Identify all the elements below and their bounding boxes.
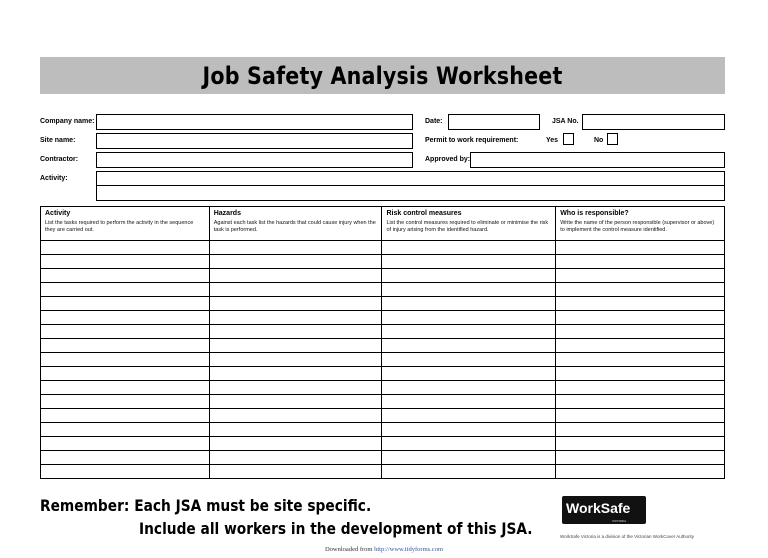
table-cell[interactable] [209,353,382,367]
table-cell[interactable] [209,381,382,395]
table-cell[interactable] [382,339,556,353]
contractor-field[interactable] [96,152,413,168]
table-cell[interactable] [209,325,382,339]
column-description: Write the name of the person responsible (supervisor or above) to implement the control measure identified. [560,220,715,233]
table-cell[interactable] [382,283,556,297]
activity-column-header [41,207,210,241]
table-cell[interactable] [382,241,556,255]
column-title: Hazards [213,210,241,217]
activity-field[interactable] [96,171,725,201]
table-cell[interactable] [41,255,210,269]
table-row [41,255,725,269]
hazards-column-header [209,207,382,241]
responsible-column-header [556,207,725,241]
remember-note: Remember: Each JSA must be site specific. [40,496,372,515]
contractor-label: Contractor: [40,156,79,163]
table-row [41,423,725,437]
table-cell[interactable] [556,451,725,465]
approved-by-field[interactable] [470,152,725,168]
table-row [41,451,725,465]
table-header-row [41,207,725,241]
table-cell[interactable] [41,465,210,479]
table-row [41,283,725,297]
site-name-field[interactable] [96,133,413,149]
table-row [41,241,725,255]
worksafe-logo-text: WorkSafe [566,500,631,516]
approved-by-label: Approved by: [425,156,471,163]
table-cell[interactable] [41,381,210,395]
table-cell[interactable] [556,395,725,409]
table-cell[interactable] [209,269,382,283]
table-cell[interactable] [382,325,556,339]
table-cell[interactable] [556,381,725,395]
table-row [41,395,725,409]
table-row [41,325,725,339]
table-cell[interactable] [41,451,210,465]
table-cell[interactable] [209,297,382,311]
table-row [41,311,725,325]
permit-label: Permit to work requirement: [425,137,519,144]
table-row [41,297,725,311]
table-cell[interactable] [556,297,725,311]
table-cell[interactable] [41,283,210,297]
table-cell[interactable] [41,241,210,255]
table-cell[interactable] [382,269,556,283]
table-cell[interactable] [209,409,382,423]
table-cell[interactable] [382,297,556,311]
table-row [41,353,725,367]
table-cell[interactable] [209,437,382,451]
table-cell[interactable] [41,311,210,325]
table-cell[interactable] [209,395,382,409]
table-row [41,269,725,283]
download-note [0,546,768,553]
company-name-field[interactable] [96,114,413,130]
table-cell[interactable] [556,465,725,479]
table-cell[interactable] [556,311,725,325]
download-link[interactable]: http://www.tidyforms.com [374,546,444,553]
download-prefix: Downloaded from [324,546,373,553]
permit-yes-label: Yes [546,137,559,144]
table-cell[interactable] [382,381,556,395]
table-cell[interactable] [382,465,556,479]
activity-field-divider [96,185,725,186]
company-name-label: Company name: [40,118,95,125]
table-row [41,367,725,381]
table-cell[interactable] [556,423,725,437]
column-title: Activity [45,210,71,217]
table-cell[interactable] [41,409,210,423]
table-cell[interactable] [382,311,556,325]
permit-no-checkbox[interactable] [607,133,618,145]
table-row [41,409,725,423]
table-cell[interactable] [382,367,556,381]
table-cell[interactable] [556,367,725,381]
column-title: Risk control measures [386,210,462,217]
table-row [41,339,725,353]
table-cell[interactable] [556,353,725,367]
table-cell[interactable] [382,255,556,269]
table-cell[interactable] [209,311,382,325]
activity-label: Activity: [40,175,68,182]
table-cell[interactable] [209,465,382,479]
table-cell[interactable] [382,451,556,465]
table-cell[interactable] [41,395,210,409]
table-row [41,437,725,451]
table-cell[interactable] [556,325,725,339]
table-cell[interactable] [41,367,210,381]
table-cell[interactable] [209,423,382,437]
jsa-no-label: JSA No. [552,118,579,125]
column-title: Who is responsible? [560,210,629,217]
include-note: Include all workers in the development of this JSA. [139,519,533,538]
permit-yes-checkbox[interactable] [563,133,574,145]
worksafe-logo-sub: VICTORIA [612,519,627,523]
table-cell[interactable] [382,423,556,437]
table-row [41,381,725,395]
permit-no-label: No [594,137,604,144]
jsa-table [40,206,725,479]
column-description: List the control measures required to eliminate or minimise the risk of injury arising from the identified hazard. [386,220,549,233]
date-label: Date: [425,118,443,125]
table-cell[interactable] [556,409,725,423]
table-cell[interactable] [41,353,210,367]
table-cell[interactable] [209,339,382,353]
table-cell[interactable] [209,451,382,465]
table-cell[interactable] [382,409,556,423]
table-cell[interactable] [41,437,210,451]
table-cell[interactable] [556,339,725,353]
table-cell[interactable] [209,367,382,381]
worksafe-note: WorkSafe Victoria is a division of the Victorian WorkCover Authority [560,534,694,539]
site-name-label: Site name: [40,137,76,144]
column-description: List the tasks required to perform the activity in the sequence they are carried out. [45,220,194,233]
table-cell[interactable] [209,241,382,255]
column-description: Against each task list the hazards that could cause injury when the task is performed. [213,220,376,233]
table-cell[interactable] [41,423,210,437]
table-cell[interactable] [556,269,725,283]
risk-control-column-header [382,207,556,241]
table-cell[interactable] [556,255,725,269]
table-cell[interactable] [382,353,556,367]
table-cell[interactable] [41,269,210,283]
date-field[interactable] [448,114,540,130]
page-title: Job Safety Analysis Worksheet [202,62,563,90]
table-cell[interactable] [41,325,210,339]
table-cell[interactable] [556,437,725,451]
table-cell[interactable] [556,283,725,297]
table-cell[interactable] [556,241,725,255]
jsa-no-field[interactable] [582,114,725,130]
table-cell[interactable] [41,297,210,311]
table-cell[interactable] [41,339,210,353]
table-cell[interactable] [209,255,382,269]
table-row [41,465,725,479]
table-cell[interactable] [382,437,556,451]
table-cell[interactable] [209,283,382,297]
table-cell[interactable] [382,395,556,409]
